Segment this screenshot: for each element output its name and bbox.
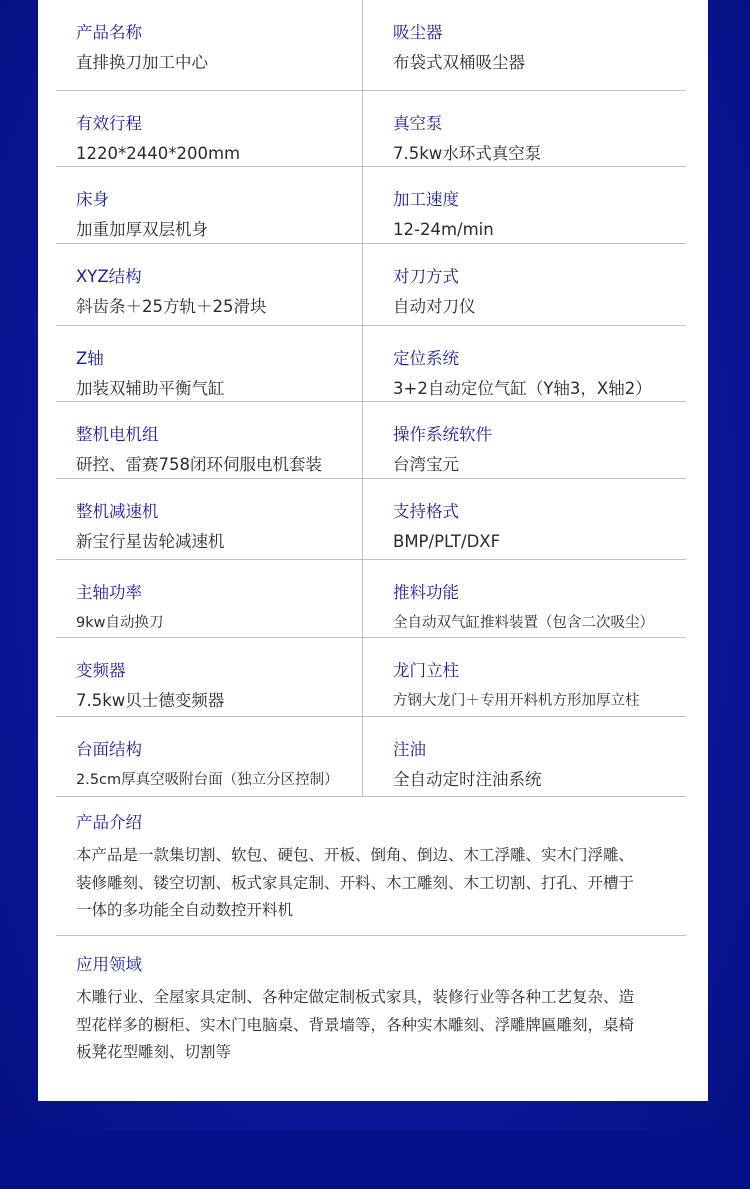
spec-value: 研控、雷赛758闭环伺服电机套装	[76, 455, 322, 474]
spec-cell-right	[362, 91, 686, 166]
spec-value: 布袋式双桶吸尘器	[393, 53, 525, 72]
spec-label: 注油	[393, 740, 426, 759]
spec-cell-left	[56, 0, 362, 90]
spec-cell-right	[362, 326, 686, 401]
spec-row	[56, 717, 686, 797]
spec-value: 台湾宝元	[393, 455, 459, 474]
spec-label: 床身	[76, 190, 109, 209]
spec-cell-left	[56, 638, 362, 716]
spec-row	[56, 326, 686, 402]
application-line: 型花样多的橱柜、实木门电脑桌、背景墙等，各种实木雕刻、浮雕牌匾雕刻，桌椅	[76, 1015, 635, 1034]
spec-card	[38, 0, 708, 1101]
spec-table	[56, 0, 686, 797]
bottom-band	[0, 1130, 750, 1189]
spec-label: 操作系统软件	[393, 425, 492, 444]
application-label: 应用领域	[76, 955, 142, 974]
spec-cell-right	[362, 479, 686, 559]
spec-label: 整机减速机	[76, 502, 159, 521]
spec-label: 变频器	[76, 661, 126, 680]
spec-row	[56, 0, 686, 91]
spec-value: 1220*2440*200mm	[76, 144, 241, 163]
spec-value: 2.5cm厚真空吸附台面（独立分区控制）	[76, 772, 339, 788]
spec-label: 龙门立柱	[393, 661, 459, 680]
spec-label: 主轴功率	[76, 583, 142, 602]
spec-value: 斜齿条＋25方轨＋25滑块	[76, 297, 267, 316]
spec-cell-right	[362, 0, 686, 90]
spec-cell-left	[56, 402, 362, 478]
application-line: 板凳花型雕刻、切割等	[76, 1043, 232, 1061]
spec-row	[56, 91, 686, 167]
spec-cell-left	[56, 244, 362, 325]
section-divider	[56, 935, 686, 936]
intro-line: 装修雕刻、镂空切割、板式家具定制、开料、木工雕刻、木工切割、打孔、开槽于	[76, 873, 635, 892]
spec-cell-right	[362, 560, 686, 637]
application-section	[56, 954, 686, 1067]
spec-label: Z轴	[76, 349, 104, 368]
spec-value: 7.5kw水环式真空泵	[393, 144, 542, 163]
spec-row	[56, 244, 686, 326]
spec-row	[56, 402, 686, 479]
spec-label: 推料功能	[393, 583, 459, 602]
spec-value: 加装双辅助平衡气缸	[76, 379, 225, 398]
spec-value: 3+2自动定位气缸（Y轴3，X轴2）	[393, 379, 652, 398]
application-line: 木雕行业、全屋家具定制、各种定做定制板式家具，装修行业等各种工艺复杂、造	[76, 988, 635, 1006]
spec-label: 对刀方式	[393, 267, 459, 286]
spec-cell-right	[362, 244, 686, 325]
intro-section	[56, 812, 686, 925]
spec-value: 方钢大龙门＋专用开料机方形加厚立柱	[393, 693, 640, 709]
spec-cell-left	[56, 91, 362, 166]
intro-line: 本产品是一款集切割、软包、硬包、开板、倒角、倒边、木工浮雕、实木门浮雕、	[76, 846, 635, 864]
spec-label: 定位系统	[393, 349, 459, 368]
intro-line: 一体的多功能全自动数控开料机	[76, 901, 294, 919]
spec-label: 吸尘器	[393, 23, 443, 42]
spec-value: 加重加厚双层机身	[76, 220, 208, 239]
spec-row	[56, 479, 686, 560]
spec-cell-left	[56, 326, 362, 401]
spec-label: XYZ结构	[76, 267, 142, 286]
spec-value: 9kw自动换刀	[76, 615, 164, 631]
spec-value: 全自动双气缸推料装置（包含二次吸尘）	[393, 615, 654, 631]
spec-value: 直排换刀加工中心	[76, 53, 208, 72]
spec-label: 真空泵	[393, 114, 443, 133]
spec-cell-left	[56, 479, 362, 559]
spec-value: 7.5kw贝士德变频器	[76, 691, 225, 710]
spec-cell-left	[56, 717, 362, 796]
spec-label: 有效行程	[76, 114, 142, 133]
spec-label: 加工速度	[393, 190, 459, 209]
spec-label: 整机电机组	[76, 425, 159, 444]
spec-value: 自动对刀仪	[393, 297, 476, 316]
spec-cell-right	[362, 638, 686, 716]
spec-row	[56, 167, 686, 244]
spec-value: 新宝行星齿轮减速机	[76, 532, 225, 551]
spec-label: 支持格式	[393, 502, 459, 521]
spec-label: 台面结构	[76, 740, 142, 759]
application-text	[76, 984, 672, 1067]
spec-cell-right	[362, 167, 686, 243]
spec-label: 产品名称	[76, 23, 142, 42]
intro-text	[76, 842, 672, 925]
spec-cell-right	[362, 717, 686, 796]
spec-value: 全自动定时注油系统	[393, 770, 542, 789]
spec-row	[56, 560, 686, 638]
spec-value: 12-24m/min	[393, 220, 494, 239]
spec-value: BMP/PLT/DXF	[393, 532, 501, 551]
spec-cell-left	[56, 167, 362, 243]
spec-cell-left	[56, 560, 362, 637]
spec-cell-right	[362, 402, 686, 478]
spec-row	[56, 638, 686, 717]
intro-label: 产品介绍	[76, 813, 142, 832]
